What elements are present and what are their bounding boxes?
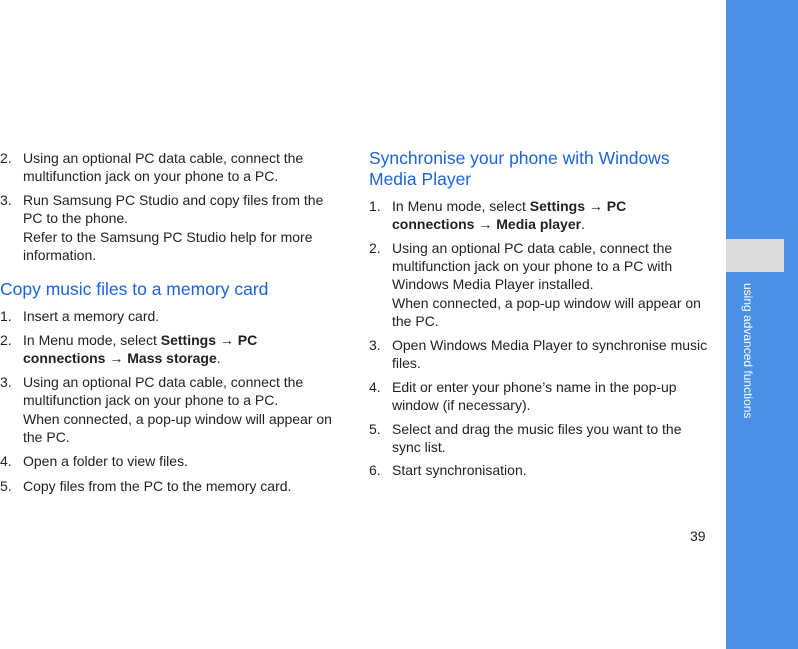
chapter-label: using advanced functions (741, 283, 755, 419)
step-note: When connected, a pop-up window will appear on the PC. (392, 295, 701, 329)
page-number: 39 (690, 528, 706, 544)
step-note: Refer to the Samsung PC Studio help for more information. (23, 229, 313, 263)
section-heading: Copy music files to a memory card (0, 279, 269, 299)
sidebar-tab (726, 239, 784, 272)
section-heading: Synchronise your phone with Windows Media Player (369, 148, 670, 189)
step-note: When connected, a pop-up window will appear on the PC. (23, 411, 332, 445)
sidebar-accent-bar (726, 0, 798, 649)
